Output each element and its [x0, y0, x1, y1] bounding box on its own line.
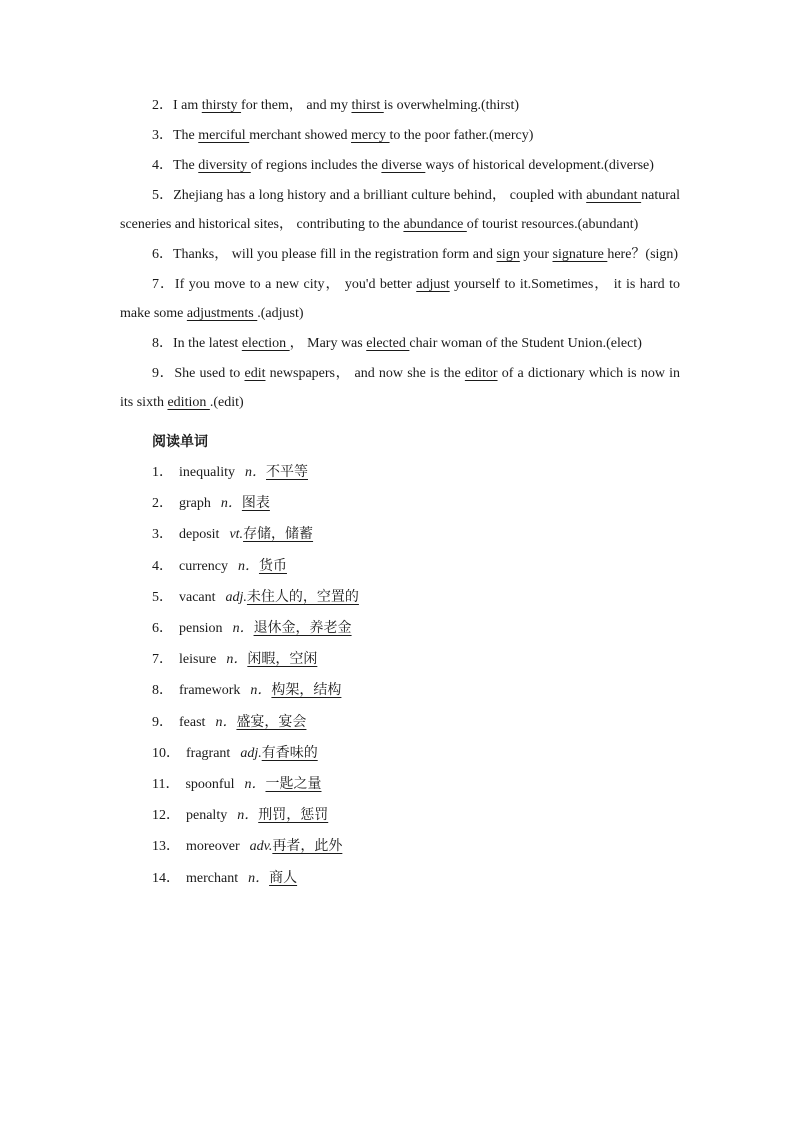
answer-blank: thirst	[351, 98, 384, 113]
vocab-pos: n．	[232, 621, 254, 637]
vocab-item	[152, 707, 680, 738]
exercise-number: 9．	[152, 366, 175, 381]
answer-blank: diversity	[198, 158, 251, 173]
exercise-item	[120, 240, 680, 269]
vocab-number: 2．	[152, 496, 173, 512]
vocab-pos: adj.	[225, 589, 247, 605]
vocab-meaning: 图表	[241, 495, 270, 512]
vocab-word: framework	[179, 683, 241, 699]
exercise-item	[120, 121, 680, 150]
exercise-text: I am	[173, 98, 202, 113]
vocab-meaning: 存储，储蓄	[243, 526, 314, 543]
vocab-meaning: 商人	[269, 869, 298, 886]
exercise-text: ， Mary was	[289, 336, 367, 351]
exercise-number: 3．	[152, 128, 173, 143]
vocab-number: 12．	[152, 808, 180, 824]
vocab-number: 13．	[152, 839, 180, 855]
exercise-text: is overwhelming.(thirst)	[383, 98, 520, 113]
exercise-text: chair woman of the Student Union.(elect)	[409, 336, 642, 351]
vocab-item	[152, 644, 680, 675]
vocab-item	[152, 582, 680, 613]
vocab-item	[152, 769, 680, 800]
answer-blank: editor	[464, 366, 498, 381]
vocab-number: 3．	[152, 527, 173, 543]
exercise-number: 6．	[152, 247, 173, 262]
document-page	[120, 91, 680, 894]
exercise-text: .(edit)	[209, 395, 244, 410]
exercise-item	[120, 359, 680, 417]
vocab-word: leisure	[179, 652, 217, 668]
vocab-meaning: 不平等	[266, 464, 308, 480]
answer-blank: abundance	[403, 217, 467, 232]
vocab-pos: n．	[237, 558, 259, 574]
exercise-text: yourself to it.Sometimes， it is hard to make some	[120, 277, 680, 321]
exercise-number: 4．	[152, 158, 173, 173]
vocab-meaning: 有香味的	[261, 744, 318, 761]
vocab-pos: n．	[237, 808, 259, 824]
vocab-word: merchant	[186, 870, 239, 886]
answer-blank: merciful	[198, 128, 250, 143]
vocab-item	[152, 551, 680, 582]
exercise-number: 5．	[152, 188, 174, 203]
answer-blank: election	[241, 336, 290, 351]
vocab-item	[152, 675, 680, 706]
vocab-list	[152, 457, 680, 894]
vocab-word: fragrant	[186, 745, 231, 761]
answer-blank: edition	[167, 395, 210, 410]
vocab-word: penalty	[186, 808, 228, 824]
vocab-meaning: 盛宴，宴会	[236, 713, 307, 730]
exercise-text: of a dictionary which is now in its sixth	[120, 366, 680, 410]
vocab-number: 11．	[152, 777, 180, 793]
exercise-text: She used to	[174, 366, 245, 381]
exercise-number: 7．	[152, 277, 175, 292]
answer-blank: abundant	[586, 188, 642, 203]
vocab-meaning: 货币	[258, 557, 287, 574]
vocab-pos: n．	[215, 714, 237, 730]
exercise-text: of regions includes the	[250, 158, 382, 173]
vocab-meaning: 未住人的，空置的	[246, 588, 359, 605]
vocab-word: inequality	[179, 465, 235, 480]
vocab-pos: vt.	[229, 527, 244, 543]
exercise-number: 2．	[152, 98, 173, 113]
vocab-meaning: 一匙之量	[265, 776, 322, 793]
answer-blank: elected	[366, 336, 410, 351]
vocab-word: feast	[179, 714, 206, 730]
answer-blank: thirsty	[201, 98, 242, 113]
exercise-text: merchant showed	[249, 128, 352, 143]
vocab-number: 6．	[152, 621, 173, 637]
vocab-item	[152, 519, 680, 550]
vocab-item	[152, 800, 680, 831]
vocab-word: spoonful	[185, 777, 235, 793]
vocab-meaning: 刑罚，惩罚	[258, 807, 329, 824]
vocab-meaning: 闲暇，空闲	[247, 651, 318, 668]
vocab-number: 8．	[152, 683, 173, 699]
exercise-text: to the poor father.(mercy)	[389, 128, 534, 143]
exercise-text: In the latest	[173, 336, 242, 351]
exercise-text: The	[173, 158, 199, 173]
vocab-item	[152, 457, 680, 488]
vocab-pos: n．	[226, 652, 248, 668]
vocab-word: currency	[179, 558, 228, 574]
vocab-meaning: 再者，此外	[272, 838, 343, 855]
vocab-number: 14．	[152, 870, 180, 886]
exercise-text: here？(sign)	[607, 247, 679, 262]
vocab-word: moreover	[186, 839, 240, 855]
vocab-pos: adj.	[240, 745, 262, 761]
exercise-item	[120, 181, 680, 239]
exercise-text: ways of historical development.(diverse)	[425, 158, 654, 173]
vocab-item	[152, 613, 680, 644]
answer-blank: sign	[496, 247, 520, 262]
exercise-text: of tourist resources.(abundant)	[466, 217, 639, 232]
vocab-item	[152, 863, 680, 894]
exercise-text: for them， and my	[241, 98, 352, 113]
vocab-pos: n．	[244, 777, 266, 793]
vocab-number: 5．	[152, 589, 173, 605]
vocab-word: deposit	[179, 527, 220, 543]
exercise-list	[120, 91, 680, 417]
vocab-number: 9．	[152, 714, 173, 730]
section-title: 阅读单词	[152, 434, 208, 450]
vocab-meaning: 构架，结构	[271, 682, 342, 699]
vocab-number: 7．	[152, 652, 173, 668]
vocab-pos: n．	[220, 496, 242, 512]
exercise-text: If you move to a new city， you'd better	[174, 277, 417, 292]
exercise-text: The	[173, 128, 199, 143]
exercise-text: newspapers， and now she is the	[265, 366, 465, 381]
vocab-meaning: 退休金，养老金	[253, 620, 352, 637]
exercise-number: 8．	[152, 336, 173, 351]
answer-blank: edit	[244, 366, 266, 381]
exercise-text: Thanks， will you please fill in the registration form and	[173, 247, 497, 262]
answer-blank: signature	[552, 247, 608, 262]
vocab-number: 4．	[152, 558, 173, 574]
vocab-pos: n．	[250, 683, 272, 699]
vocab-item	[152, 488, 680, 519]
vocab-item	[152, 738, 680, 769]
vocab-pos: adv.	[249, 839, 273, 855]
exercise-text: .(adjust)	[257, 306, 304, 321]
exercise-item	[120, 329, 680, 358]
vocab-word: vacant	[179, 589, 216, 605]
exercise-item	[120, 270, 680, 328]
exercise-text: your	[519, 247, 553, 262]
vocab-number: 10．	[152, 745, 180, 761]
answer-blank: diverse	[381, 158, 426, 173]
vocab-item	[152, 831, 680, 862]
vocab-pos: n．	[245, 465, 266, 480]
exercise-item	[120, 151, 680, 180]
exercise-item	[120, 91, 680, 120]
exercise-text: Zhejiang has a long history and a brilliant culture behind， coupled with	[173, 188, 587, 203]
answer-blank: adjust	[416, 277, 450, 292]
vocab-word: pension	[179, 621, 223, 637]
answer-blank: adjustments	[186, 306, 258, 321]
answer-blank: mercy	[351, 128, 390, 143]
vocab-word: graph	[179, 496, 211, 512]
vocab-number: 1．	[152, 465, 173, 480]
exercise-text: natural sceneries and historical sites， contributing to the	[120, 188, 680, 232]
vocab-pos: n．	[248, 870, 270, 886]
